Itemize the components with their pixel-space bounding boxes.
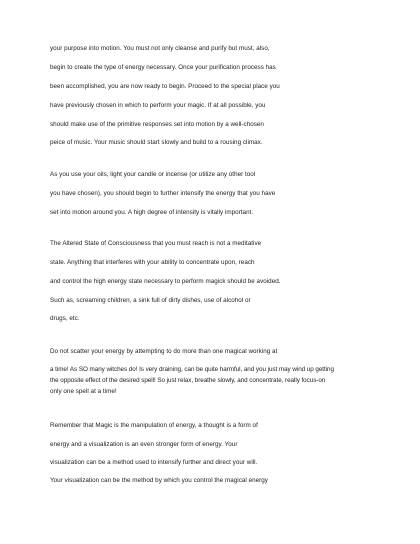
paragraph-1-line-3: been accomplished, you are now ready to begin. Proceed to the special place you: [50, 83, 280, 90]
paragraph-3-line-3: and control the high energy state necessary to perform magick should be avoided.: [50, 278, 281, 285]
paragraph-5-line-4: Your visualization can be the method by which you control the magical energy: [50, 477, 268, 484]
paragraph-1-line-2: begin to create the type of energy necessary. Once your purification process has: [50, 64, 276, 71]
paragraph-4-line-4: only one spell at a time!: [50, 388, 117, 395]
paragraph-2-line-1: As you use your oils, light your candle or incense (or utilize any other tool: [50, 171, 256, 178]
paragraph-5-line-2: energy and a visualization is an even stronger form of energy. Your: [50, 441, 238, 448]
paragraph-2-line-3: set into motion around you. A high degree of intensity is vitally important.: [50, 209, 254, 216]
paragraph-1-line-6: peice of music. Your music should start slowly and build to a rousing climax.: [50, 139, 263, 146]
paragraph-4-line-3: the opposite effect of the desired spell! So just relax, breathe slowly, and concentrate, really focus-on: [50, 377, 326, 384]
paragraph-2-line-2: you have chosen), you should begin to further intensify the energy that you have: [50, 190, 276, 197]
paragraph-3-line-2: state. Anything that interferes with your ability to concentrate upon, reach: [50, 259, 255, 266]
paragraph-5-line-3: visualization can be a method used to intensify further and direct your will.: [50, 459, 258, 466]
paragraph-3-line-5: drugs, etc.: [50, 315, 80, 322]
paragraph-4-line-2: a time! As SO many witches do! Is very draining, can be quite harmful, and you just may wind up getting: [50, 366, 334, 373]
paragraph-3-line-4: Such as, screaming children, a sink full of dirty dishes, use of alcohol or: [50, 297, 251, 304]
paragraph-1-line-4: have previously chosen in which to perform your magic. If at all possible, you: [50, 102, 266, 109]
paragraph-5-line-1: Remember that Magic is the manipulation of energy, a thought is a form of: [50, 422, 258, 429]
paragraph-1-line-1: your purpose into motion. You must not only cleanse and purify but must, also,: [50, 45, 270, 52]
paragraph-4-line-1: Do not scatter your energy by attempting to do more than one magical working at: [50, 348, 278, 355]
paragraph-3-line-1: The Altered State of Consciousness that you must reach is not a meditative: [50, 240, 262, 247]
paragraph-1-line-5: should make use of the primitive responses set into motion by a well-chosen: [50, 121, 264, 128]
